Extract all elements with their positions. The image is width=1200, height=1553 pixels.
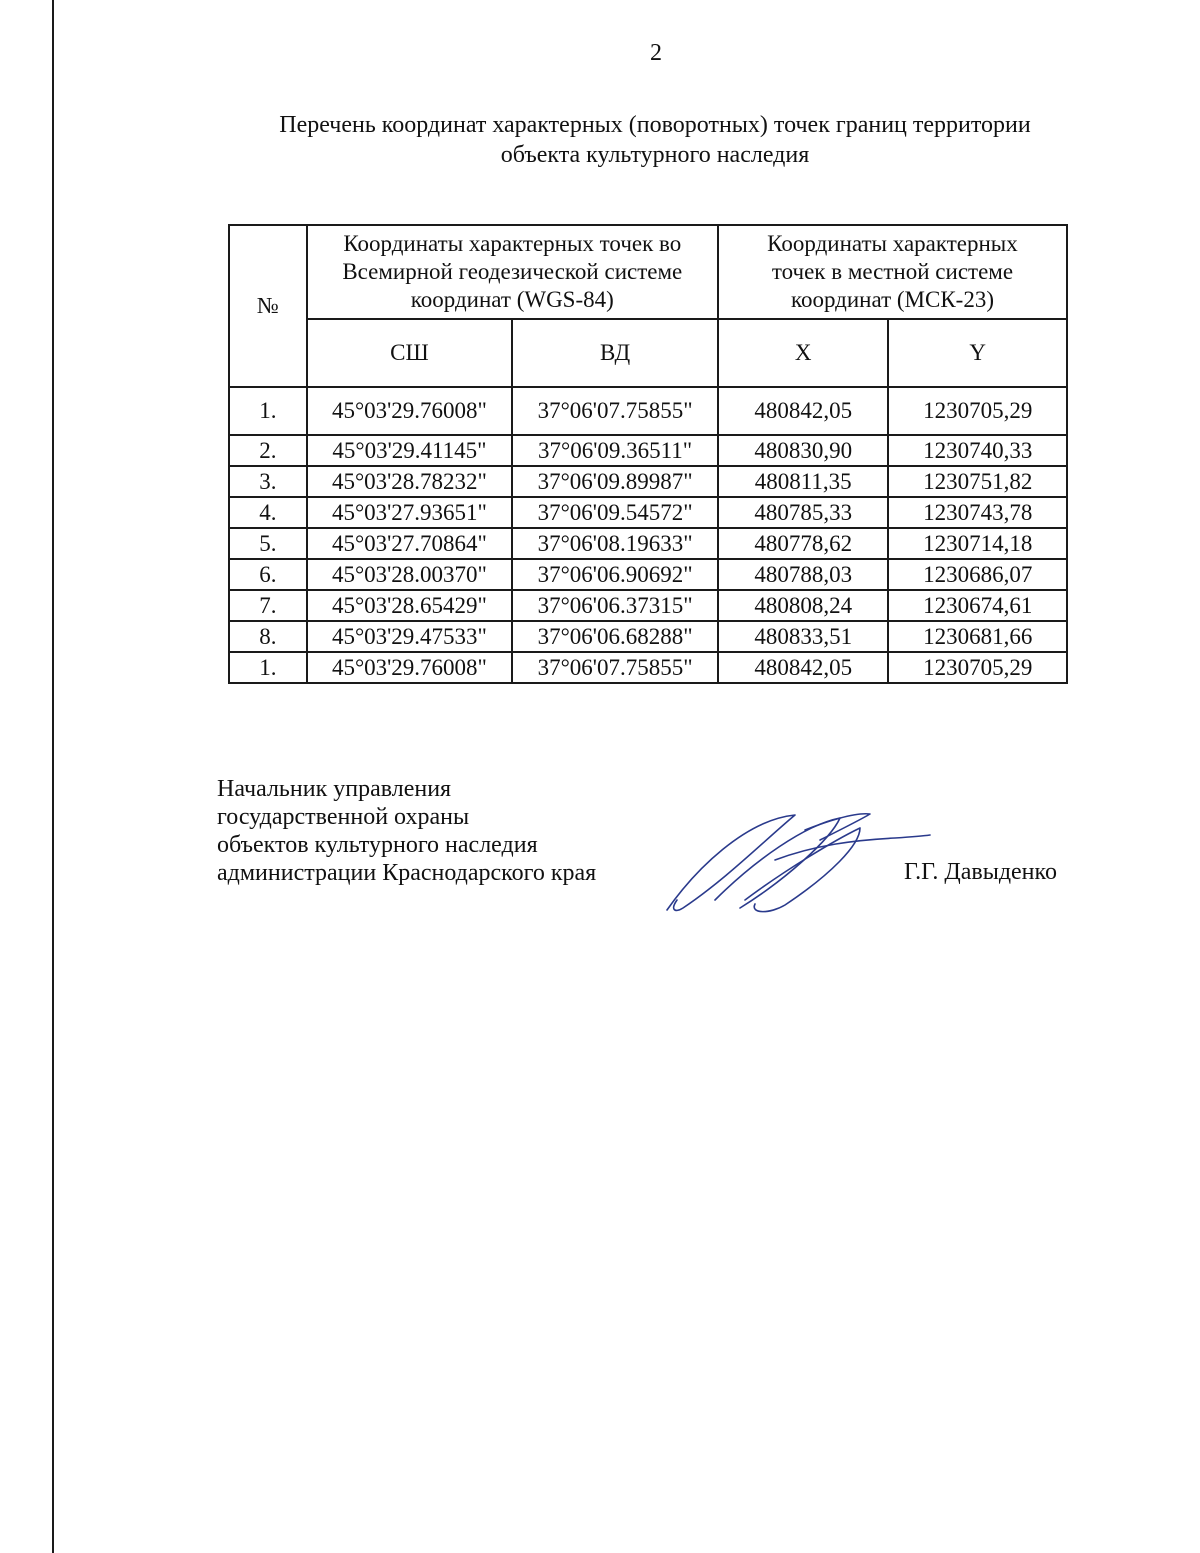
cell-x: 480842,05 <box>718 387 889 435</box>
cell-y: 1230743,78 <box>888 497 1067 528</box>
cell-latitude: 45°03'27.70864" <box>307 528 513 559</box>
header-wgs84-line-3: координат (WGS-84) <box>410 287 614 312</box>
cell-x: 480788,03 <box>718 559 889 590</box>
cell-longitude: 37°06'09.89987" <box>512 466 718 497</box>
cell-latitude: 45°03'29.76008" <box>307 387 513 435</box>
cell-x: 480830,90 <box>718 435 889 466</box>
header-msk23-line-1: Координаты характерных <box>767 231 1018 256</box>
table-row <box>229 528 1067 559</box>
cell-longitude: 37°06'06.37315" <box>512 590 718 621</box>
header-wgs84-line-1: Координаты характерных точек во <box>343 231 682 256</box>
cell-number: 6. <box>229 559 307 590</box>
cell-y: 1230705,29 <box>888 387 1067 435</box>
signature-stroke <box>667 815 795 910</box>
cell-longitude: 37°06'08.19633" <box>512 528 718 559</box>
table-row <box>229 497 1067 528</box>
table-row <box>229 466 1067 497</box>
signatory-position <box>217 775 596 887</box>
table-row <box>229 559 1067 590</box>
cell-y: 1230686,07 <box>888 559 1067 590</box>
cell-x: 480785,33 <box>718 497 889 528</box>
signatory-name: Г.Г. Давыденко <box>904 859 1057 885</box>
table-row <box>229 435 1067 466</box>
cell-x: 480811,35 <box>718 466 889 497</box>
cell-latitude: 45°03'27.93651" <box>307 497 513 528</box>
page-left-edge-line <box>52 0 54 1553</box>
cell-x: 480778,62 <box>718 528 889 559</box>
cell-x: 480842,05 <box>718 652 889 683</box>
header-msk23-line-2: точек в местной системе <box>771 259 1014 284</box>
cell-number: 3. <box>229 466 307 497</box>
header-msk23-line-3: координат (МСК-23) <box>790 287 994 312</box>
page-number: 2 <box>650 40 662 66</box>
cell-x: 480808,24 <box>718 590 889 621</box>
cell-longitude: 37°06'09.54572" <box>512 497 718 528</box>
cell-x: 480833,51 <box>718 621 889 652</box>
cell-number: 2. <box>229 435 307 466</box>
cell-longitude: 37°06'06.68288" <box>512 621 718 652</box>
header-wgs84-group <box>307 225 718 319</box>
cell-longitude: 37°06'09.36511" <box>512 435 718 466</box>
cell-latitude: 45°03'28.78232" <box>307 466 513 497</box>
cell-number: 5. <box>229 528 307 559</box>
table-row <box>229 621 1067 652</box>
cell-latitude: 45°03'28.65429" <box>307 590 513 621</box>
cell-number: 1. <box>229 387 307 435</box>
cell-y: 1230714,18 <box>888 528 1067 559</box>
document-title-line-2: объекта культурного наследия <box>500 142 810 168</box>
signature-stroke <box>715 818 840 908</box>
cell-y: 1230705,29 <box>888 652 1067 683</box>
cell-latitude: 45°03'29.47533" <box>307 621 513 652</box>
signature-stroke <box>745 828 860 912</box>
header-x: X <box>718 319 889 387</box>
cell-latitude: 45°03'28.00370" <box>307 559 513 590</box>
cell-y: 1230751,82 <box>888 466 1067 497</box>
signatory-position-line-3: объектов культурного наследия <box>217 832 538 858</box>
cell-y: 1230740,33 <box>888 435 1067 466</box>
header-wgs84-line-2: Всемирной геодезической системе <box>342 259 683 284</box>
header-msk23-group <box>718 225 1067 319</box>
cell-number: 7. <box>229 590 307 621</box>
cell-latitude: 45°03'29.41145" <box>307 435 513 466</box>
header-latitude: СШ <box>307 319 513 387</box>
document-title-line-1: Перечень координат характерных (поворотных) точек границ территории <box>279 112 1031 138</box>
table-row <box>229 652 1067 683</box>
cell-y: 1230681,66 <box>888 621 1067 652</box>
header-longitude: ВД <box>512 319 718 387</box>
cell-y: 1230674,61 <box>888 590 1067 621</box>
cell-number: 1. <box>229 652 307 683</box>
signatory-position-line-1: Начальник управления <box>217 776 452 802</box>
cell-number: 4. <box>229 497 307 528</box>
cell-latitude: 45°03'29.76008" <box>307 652 513 683</box>
header-number: № <box>229 225 307 387</box>
cell-number: 8. <box>229 621 307 652</box>
signatory-position-line-2: государственной охраны <box>217 804 470 830</box>
cell-longitude: 37°06'06.90692" <box>512 559 718 590</box>
table-row <box>229 590 1067 621</box>
document-title <box>180 110 1130 170</box>
header-y: Y <box>888 319 1067 387</box>
table-row <box>229 387 1067 435</box>
handwritten-signature <box>655 800 935 920</box>
coordinates-table <box>228 224 1068 684</box>
signatory-position-line-4: администрации Краснодарского края <box>217 860 597 886</box>
cell-longitude: 37°06'07.75855" <box>512 652 718 683</box>
cell-longitude: 37°06'07.75855" <box>512 387 718 435</box>
signature-stroke <box>805 814 870 840</box>
